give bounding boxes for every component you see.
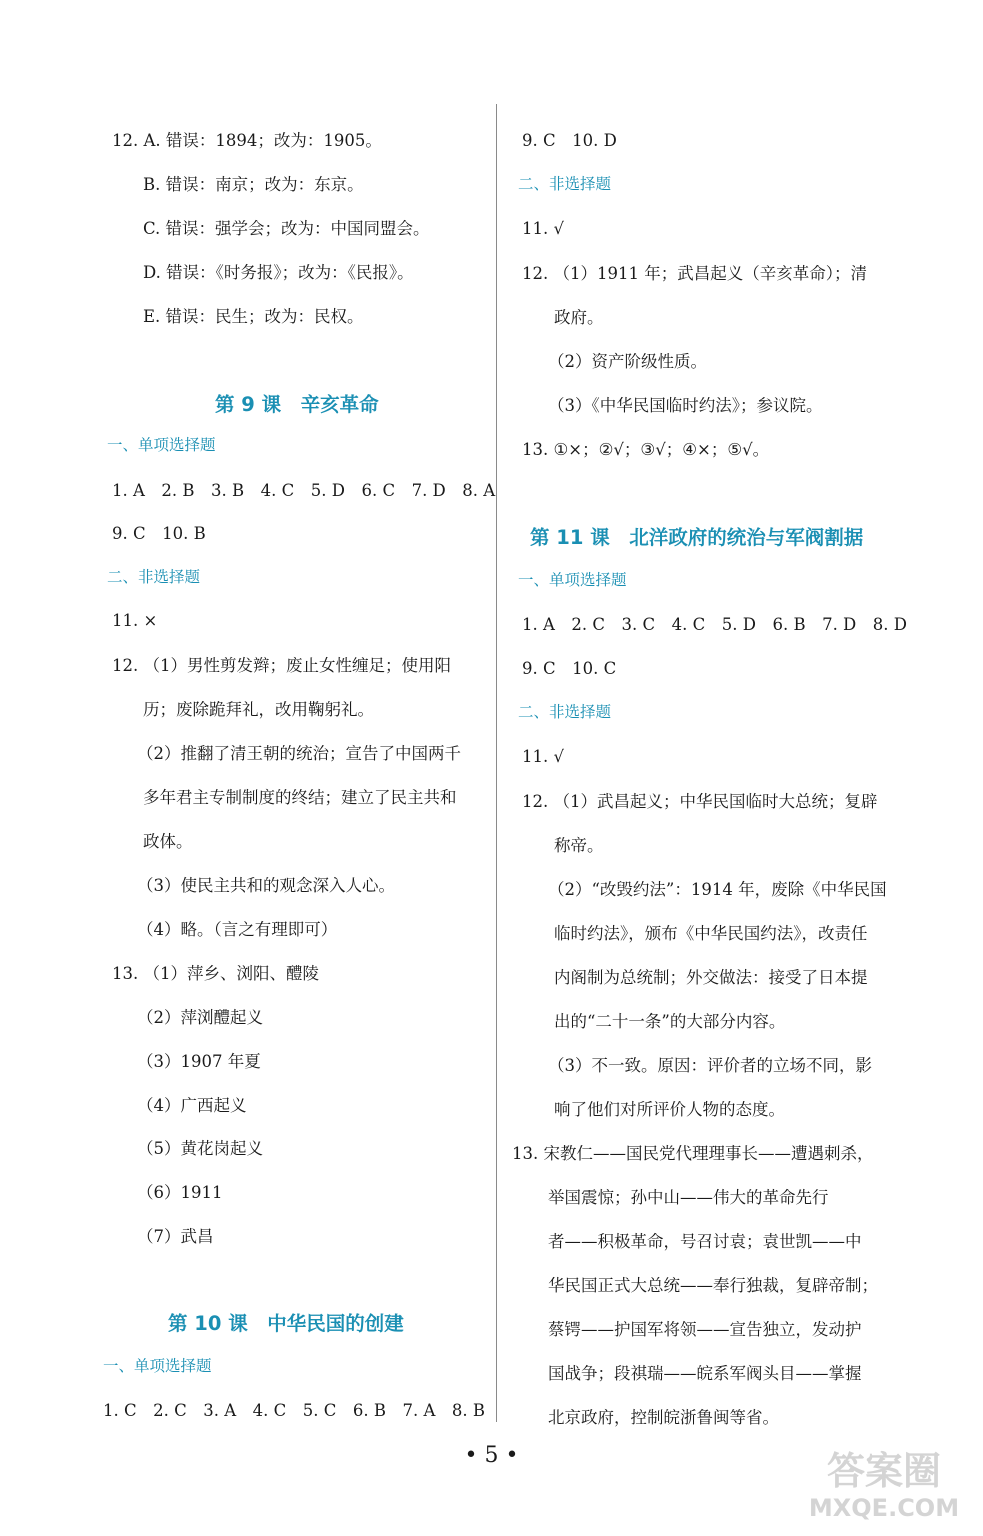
lesson-10-title: 第 10 课 中华民国的创建	[168, 1312, 404, 1335]
answer-13-line: 国战争；段祺瑞——皖系军阀头目——掌握	[548, 1364, 862, 1383]
answer-12-line: 政体。	[143, 832, 193, 851]
answer-13-line: （2）萍浏醴起义	[137, 1008, 263, 1027]
section-heading: 一、单项选择题	[518, 571, 627, 589]
page-number: • 5 •	[464, 1443, 519, 1468]
answer-13-line: 蔡锷——护国军将领——宣告独立，发动护	[548, 1320, 862, 1339]
watermark-top: 答案圈	[826, 1449, 942, 1493]
answer-12-line: 12. （1）1911 年；武昌起义（辛亥革命）；清	[522, 264, 867, 283]
answer-line: 1. A 2. B 3. B 4. C 5. D 6. C 7. D 8. A	[112, 481, 496, 500]
answer-12-line: （3）《中华民国临时约法》；参议院。	[548, 396, 823, 415]
answer-13-line: 13. （1）萍乡、浏阳、醴陵	[112, 964, 319, 983]
answer-12-line: 响了他们对所评价人物的态度。	[554, 1100, 785, 1119]
answer-13-line: 举国震惊；孙中山——伟大的革命先行	[548, 1188, 829, 1207]
answer-line: 9. C 10. D	[522, 131, 617, 150]
answer-13-line: 华民国正式大总统——奉行独裁，复辟帝制；	[548, 1276, 878, 1295]
column-divider	[496, 104, 497, 1422]
answer-13-line: （7）武昌	[137, 1227, 214, 1246]
answer-11: 11. √	[522, 747, 564, 766]
answer-12-b: B. 错误：南京；改为：东京。	[143, 175, 364, 194]
answer-line: 1. C 2. C 3. A 4. C 5. C 6. B 7. A 8. B	[103, 1401, 485, 1420]
answer-12: 12. A. 错误：1894；改为：1905。	[112, 131, 382, 150]
section-heading: 二、非选择题	[107, 568, 201, 586]
answer-12-line: 政府。	[554, 308, 604, 327]
answer-11: 11. √	[522, 219, 564, 238]
answer-12-line: 内阁制为总统制；外交做法：接受了日本提	[554, 968, 868, 987]
section-heading: 一、单项选择题	[107, 436, 216, 454]
answer-11: 11. ×	[112, 611, 158, 630]
answer-13-line: （3）1907 年夏	[137, 1052, 261, 1071]
watermark-logo	[796, 1442, 971, 1522]
answer-12-line: 多年君主专制制度的终结；建立了民主共和	[143, 788, 457, 807]
answer-12-e: E. 错误：民生；改为：民权。	[143, 307, 364, 326]
watermark-bottom: MXQE.COM	[808, 1494, 960, 1522]
answer-line: 9. C 10. C	[522, 659, 617, 678]
section-heading: 二、非选择题	[518, 175, 612, 193]
answer-12-line: （2）“改毁约法”：1914 年，废除《中华民国	[548, 880, 887, 899]
lesson-9-title: 第 9 课 辛亥革命	[215, 393, 379, 416]
lesson-11-title: 第 11 课 北洋政府的统治与军阀割据	[530, 526, 864, 549]
answer-13-line: （6）1911	[137, 1183, 223, 1202]
answer-13: 13. ①×；②√；③√；④×；⑤√。	[522, 440, 770, 459]
answer-12-line: （2）资产阶级性质。	[548, 352, 707, 371]
answer-12-line: （3）使民主共和的观念深入人心。	[137, 876, 395, 895]
answer-line: 9. C 10. B	[112, 524, 206, 543]
answer-12-line: （4）略。（言之有理即可）	[137, 920, 338, 939]
answer-13-line: 者——积极革命，号召讨袁；袁世凯——中	[548, 1232, 862, 1251]
answer-12-line: 12. （1）武昌起义；中华民国临时大总统；复辟	[522, 792, 878, 811]
answer-12-c: C. 错误：强学会；改为：中国同盟会。	[143, 219, 430, 238]
section-heading: 一、单项选择题	[103, 1357, 212, 1375]
answer-13-line: 13. 宋教仁——国民党代理理事长——遭遇刺杀，	[512, 1144, 874, 1163]
answer-line: 1. A 2. C 3. C 4. C 5. D 6. B 7. D 8. D	[522, 615, 908, 634]
answer-13-line: （4）广西起义	[137, 1096, 247, 1115]
answer-12-line: 称帝。	[554, 836, 604, 855]
answer-12-line: 出的“二十一条”的大部分内容。	[554, 1012, 786, 1031]
answer-12-line: （3）不一致。原因：评价者的立场不同，影	[548, 1056, 872, 1075]
answer-12-line: 历；废除跪拜礼，改用鞠躬礼。	[143, 700, 374, 719]
answer-13-line: （5）黄花岗起义	[137, 1139, 263, 1158]
answer-12-d: D. 错误：《时务报》；改为：《民报》。	[143, 263, 414, 282]
answer-12-line: （2）推翻了清王朝的统治；宣告了中国两千	[137, 744, 461, 763]
section-heading: 二、非选择题	[518, 703, 612, 721]
answer-13-line: 北京政府，控制皖浙鲁闽等省。	[548, 1408, 779, 1427]
answer-12-line: 临时约法》，颁布《中华民国约法》，改责任	[554, 924, 868, 943]
answer-12-line: 12. （1）男性剪发辫；废止女性缠足；使用阳	[112, 656, 451, 675]
